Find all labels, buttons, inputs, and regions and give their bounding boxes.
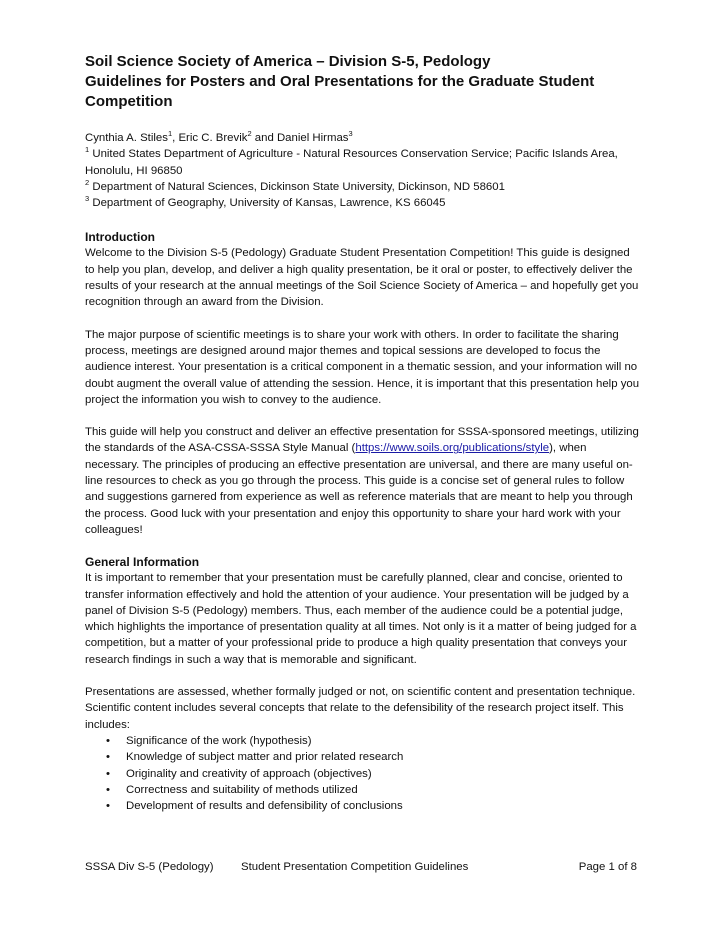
affiliation-2: $^2$ Department of Natural Sciences, Dickinson State University, Dickinson, ND 58601 <box>85 178 505 193</box>
footer-division: SSSA Div S-5 (Pedology) <box>85 861 214 873</box>
title-line-1: Soil Science Society of America – Division S-5, Pedology <box>85 53 491 70</box>
affiliation-1: $^1$ United States Department of Agriculture - Natural Resources Conservation Service; Pacific Islands Area, Honolulu, HI 96850 <box>85 145 618 177</box>
list-item: • Knowledge of subject matter and prior related research <box>85 749 641 765</box>
general-paragraph-1: It is important to remember that your presentation must be carefully planned, clear and concise, oriented to transfer information effectively and hold the attention of your audience. Your presentation will be judged by a panel of Division S-5 (Pedology) members. Thus, each member of the audience could be a potential judge, which highlights the importance of presentation quality at all times. Not only is it a matter of being judged for a competition, but a matter of your professional pride to produce a high quality presentation that conveys your research findings in such a way that is memorable and significant. <box>85 572 637 666</box>
title-line-3: Competition <box>85 93 173 110</box>
intro-paragraph-1: Welcome to the Division S-5 (Pedology) Graduate Student Presentation Competition! This guide is designed to help you plan, develop, and deliver a high quality presentation, be it oral or poster, to effectively deliver the results of your research at the annual meetings of the Soil Science Society of America – and hopefully get you recognition through an award from the Division. <box>85 247 639 309</box>
page-content <box>85 52 641 814</box>
author-3-sup: 3 <box>348 129 353 139</box>
introduction-heading: Introduction <box>85 230 155 245</box>
intro-paragraph-3: This guide will help you construct and deliver an effective presentation for SSSA-sponsored meetings, utilizing the standards of the ASA-CSSA-SSSA Style Manual (https://www.soils.org/publications/style), when necessary. The principles of producing an effective presentation are universal, and there are many useful on-line resources to check as you go through the process. This guide is a concise set of general rules to follow and suggestions garnered from experience as well as reference materials that are meant to help you through the process. Good luck with your presentation and enjoy this opportunity to share your hard work with your colleagues! <box>85 426 639 536</box>
list-item: • Development of results and defensibility of conclusions <box>85 798 641 814</box>
criteria-list <box>85 733 641 814</box>
author-list <box>85 130 641 146</box>
style-manual-link[interactable]: https://www.soils.org/publications/style <box>355 442 550 455</box>
author-3: and Daniel Hirmas <box>251 132 349 144</box>
author-2: , Eric C. Brevik <box>172 132 248 144</box>
list-item: • Correctness and suitability of methods utilized <box>85 782 641 798</box>
author-1-sup: 1 <box>167 129 173 139</box>
list-item: • Originality and creativity of approach (objectives) <box>85 766 641 782</box>
author-2-sup: 2 <box>247 129 252 139</box>
footer-title: Student Presentation Competition Guidelines <box>241 861 469 873</box>
title-line-2: Guidelines for Posters and Oral Presentations for the Graduate Student <box>85 73 595 90</box>
general-information-heading: General Information <box>85 555 200 570</box>
document-title <box>85 52 641 112</box>
general-paragraph-2: Presentations are assessed, whether formally judged or not, on scientific content and presentation technique. Scientific content includes several concepts that relate to the defensibility of the research project itself. This includes: <box>85 686 636 731</box>
author-1: Cynthia A. Stiles <box>85 132 168 144</box>
intro-paragraph-2: The major purpose of scientific meetings is to share your work with others. In order to facilitate the sharing process, meetings are designed around major themes and topical sessions are developed to focus the audience interest. Your presentation is a critical component in a thematic session, and your information will no doubt augment the overall value of attending the session. Hence, it is important that this presentation help you project the information you wish to convey to the audience. <box>85 328 640 406</box>
affiliation-3: $^3$ Department of Geography, University of Kansas, Lawrence, KS 66045 <box>85 194 446 210</box>
footer-page-number: Page 1 of 8 <box>578 861 637 873</box>
list-item: • Significance of the work (hypothesis) <box>85 733 641 749</box>
author-block <box>85 130 641 211</box>
